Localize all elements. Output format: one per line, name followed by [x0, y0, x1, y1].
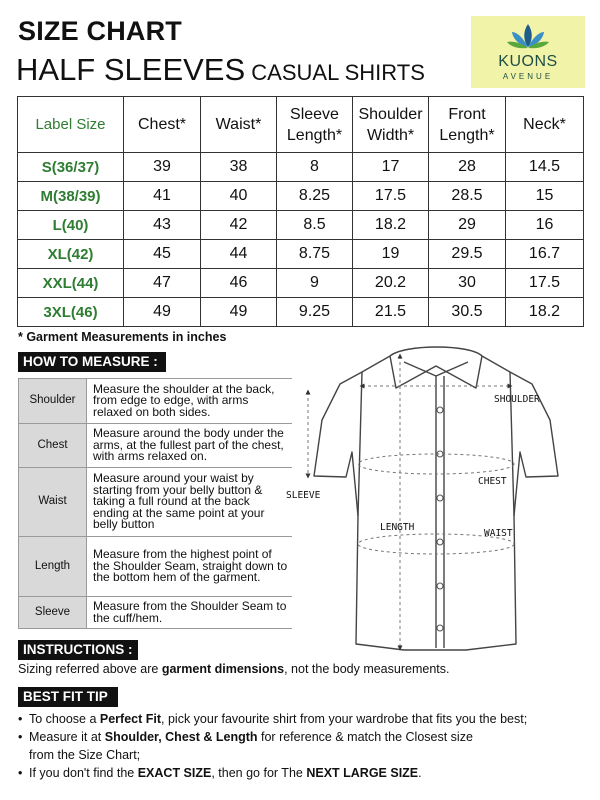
measure-definition: Measure around your waist by starting from your belly button & taking a full round at the back ending at the same point at your belly button: [87, 468, 293, 537]
neck-value: 16: [506, 211, 584, 240]
instructions-text-part: , not the body measurements.: [284, 662, 450, 676]
neck-value: 17.5: [506, 269, 584, 298]
front-length-value: 28: [429, 153, 506, 182]
measure-term: Shoulder: [19, 379, 87, 424]
brand-logo: [471, 16, 585, 88]
shoulder-value: 17: [353, 153, 429, 182]
chest-value: 47: [124, 269, 201, 298]
diagram-label-length: LENGTH: [380, 522, 415, 533]
tip-text: , pick your favourite shirt from your wardrobe that fits you the best;: [161, 712, 528, 726]
neck-value: 18.2: [506, 298, 584, 327]
sleeve-value: 8.75: [277, 240, 353, 269]
tip-text-bold: EXACT SIZE: [137, 766, 212, 780]
lotus-icon: [506, 22, 550, 52]
header-front-length: Front Length*: [429, 97, 506, 153]
front-length-value: 30.5: [429, 298, 506, 327]
shirt-type-title: [16, 52, 425, 88]
waist-value: 38: [201, 153, 277, 182]
waist-value: 40: [201, 182, 277, 211]
measure-term: Waist: [19, 468, 87, 537]
list-item: [18, 764, 588, 782]
neck-value: 15: [506, 182, 584, 211]
shoulder-value: 21.5: [353, 298, 429, 327]
table-row: [18, 211, 584, 240]
instructions-text-part: Sizing referred above are: [18, 662, 162, 676]
measure-term: Chest: [19, 424, 87, 468]
how-to-measure-heading: HOW TO MEASURE :: [18, 352, 166, 372]
size-table-header-row: [18, 97, 584, 153]
neck-value: 16.7: [506, 240, 584, 269]
size-label: M(38/39): [18, 182, 124, 211]
list-item: [19, 537, 293, 597]
sleeve-value: 8.5: [277, 211, 353, 240]
neck-value: 14.5: [506, 153, 584, 182]
list-item: [19, 379, 293, 424]
tip-text: .: [418, 766, 422, 780]
list-item: [18, 710, 588, 728]
list-item: [19, 468, 293, 537]
instructions-text-bold: garment dimensions: [161, 662, 285, 676]
size-chart-table: [17, 96, 584, 327]
tip-text: , then go for The: [211, 766, 307, 780]
size-label: XXL(44): [18, 269, 124, 298]
front-length-value: 29.5: [429, 240, 506, 269]
tip-text: for reference & match the Closest size: [257, 730, 473, 744]
tip-text-bold: Shoulder, Chest & Length: [104, 730, 258, 744]
front-length-value: 30: [429, 269, 506, 298]
waist-value: 44: [201, 240, 277, 269]
chest-value: 45: [124, 240, 201, 269]
tip-text: from the Size Chart;: [29, 748, 141, 762]
sleeve-value: 9: [277, 269, 353, 298]
sleeve-value: 8.25: [277, 182, 353, 211]
instructions-heading: INSTRUCTIONS :: [18, 640, 138, 660]
measure-term: Length: [19, 537, 87, 597]
list-item: [19, 597, 293, 629]
instructions-text: [18, 662, 449, 676]
shoulder-value: 18.2: [353, 211, 429, 240]
diagram-label-chest: CHEST: [478, 476, 507, 487]
waist-value: 42: [201, 211, 277, 240]
tip-text: To choose a: [29, 712, 100, 726]
tip-text: Measure it at: [29, 730, 105, 744]
measure-definition: Measure around the body under the arms, at the fullest part of the chest, with arms relaxed on.: [87, 424, 293, 468]
list-item: [19, 424, 293, 468]
shirt-diagram: [284, 336, 590, 656]
front-length-value: 29: [429, 211, 506, 240]
chest-value: 49: [124, 298, 201, 327]
sleeve-value: 9.25: [277, 298, 353, 327]
shoulder-value: 20.2: [353, 269, 429, 298]
logo-brand-name: KUONS: [498, 53, 558, 70]
sleeve-value: 8: [277, 153, 353, 182]
size-label: S(36/37): [18, 153, 124, 182]
waist-value: 46: [201, 269, 277, 298]
best-fit-tips-list: [18, 710, 588, 782]
best-fit-tip-heading: BEST FIT TIP :: [18, 687, 118, 707]
header-shoulder-width: Shoulder Width*: [353, 97, 429, 153]
chest-value: 43: [124, 211, 201, 240]
size-label: L(40): [18, 211, 124, 240]
table-row: [18, 153, 584, 182]
table-row: [18, 269, 584, 298]
diagram-label-sleeve: SLEEVE: [286, 490, 321, 501]
measurement-note: * Garment Measurements in inches: [18, 330, 227, 344]
shoulder-value: 19: [353, 240, 429, 269]
waist-value: 49: [201, 298, 277, 327]
title-half-sleeves: HALF SLEEVES: [16, 52, 246, 87]
measure-definition: Measure from the highest point of the Shoulder Seam, straight down to the bottom hem of the garment.: [87, 537, 293, 597]
size-label: XL(42): [18, 240, 124, 269]
front-length-value: 28.5: [429, 182, 506, 211]
measure-term: Sleeve: [19, 597, 87, 629]
list-item: [18, 728, 588, 764]
header-label-size: Label Size: [18, 97, 124, 153]
table-row: [18, 240, 584, 269]
chest-value: 39: [124, 153, 201, 182]
size-label: 3XL(46): [18, 298, 124, 327]
diagram-label-shoulder: SHOULDER: [494, 394, 540, 405]
tip-text: If you don't find the: [29, 766, 138, 780]
shoulder-value: 17.5: [353, 182, 429, 211]
header-neck: Neck*: [506, 97, 584, 153]
tip-text-bold: Perfect Fit: [99, 712, 162, 726]
diagram-label-waist: WAIST: [484, 528, 513, 539]
header-waist: Waist*: [201, 97, 277, 153]
table-row: [18, 182, 584, 211]
table-row: [18, 298, 584, 327]
header-sleeve-length: Sleeve Length*: [277, 97, 353, 153]
tip-text-bold: NEXT LARGE SIZE: [306, 766, 419, 780]
measure-definition: Measure from the Shoulder Seam to the cuff/hem.: [87, 597, 293, 629]
logo-subtitle: AVENUE: [502, 72, 554, 81]
chest-value: 41: [124, 182, 201, 211]
measure-definition: Measure the shoulder at the back, from edge to edge, with arms relaxed on both sides.: [87, 379, 293, 424]
title-casual-shirts: CASUAL SHIRTS: [245, 60, 425, 85]
header-chest: Chest*: [124, 97, 201, 153]
how-to-measure-table: [18, 378, 292, 629]
size-chart-title: SIZE CHART: [18, 16, 182, 46]
